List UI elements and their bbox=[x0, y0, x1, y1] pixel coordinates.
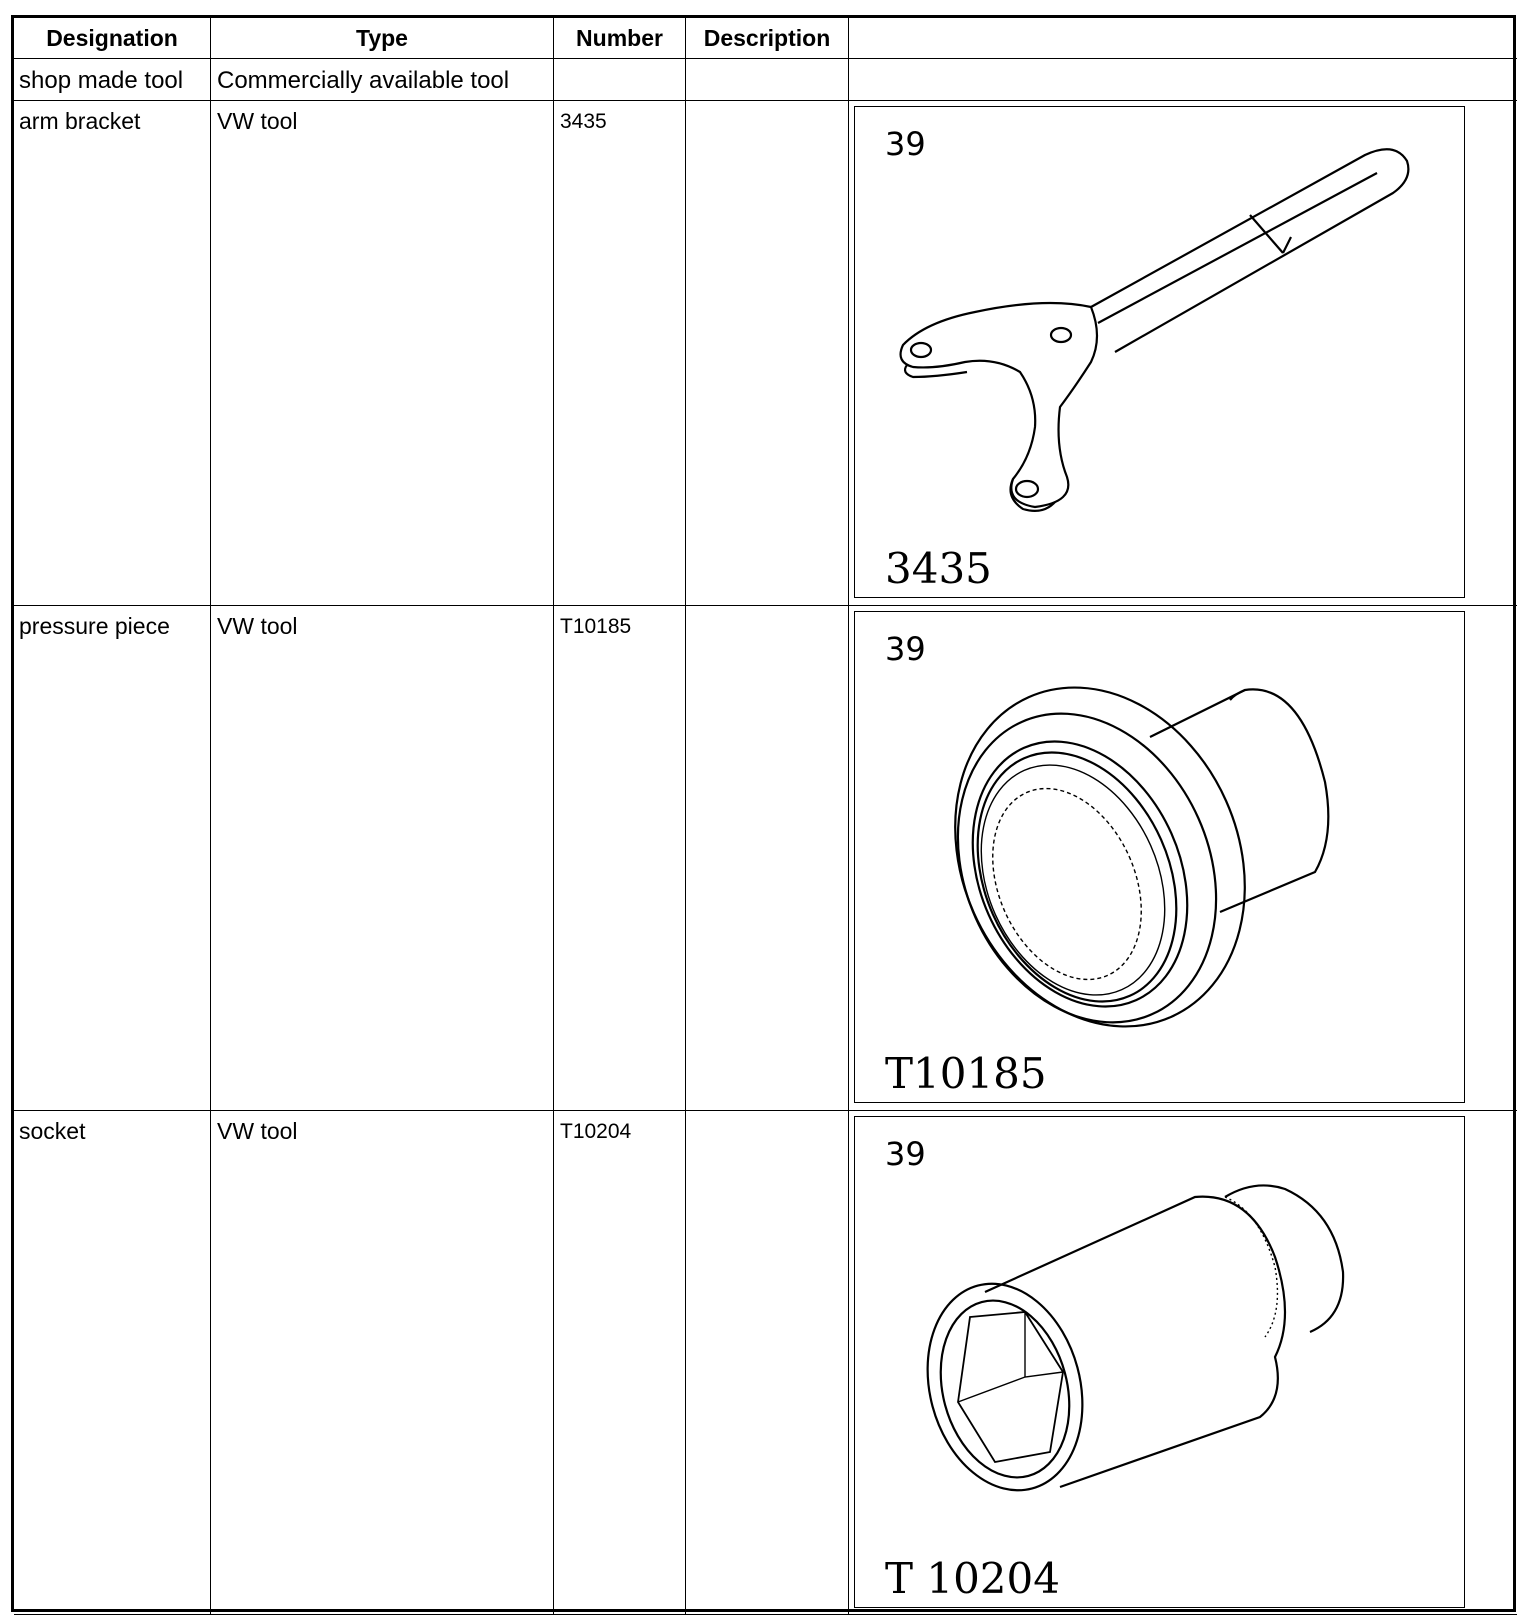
legend-number bbox=[554, 59, 686, 101]
tool-image-cell bbox=[849, 1111, 1518, 1615]
tool-figure bbox=[854, 1116, 1465, 1608]
tool-number: 3435 bbox=[554, 101, 686, 606]
figure-index: 39 bbox=[885, 1135, 926, 1173]
figure-label: 3435 bbox=[885, 544, 992, 593]
tool-number: T10185 bbox=[554, 606, 686, 1111]
tool-type: VW tool bbox=[211, 606, 554, 1111]
table-row bbox=[14, 101, 1517, 606]
tool-type: VW tool bbox=[211, 1111, 554, 1615]
figure-label: T 10204 bbox=[885, 1554, 1060, 1603]
legend-type: Commercially available tool bbox=[211, 59, 554, 101]
tool-designation: arm bracket bbox=[14, 101, 211, 606]
figure-label: T10185 bbox=[885, 1049, 1047, 1098]
hook-wrench-icon bbox=[855, 107, 1466, 599]
tool-type: VW tool bbox=[211, 101, 554, 606]
tool-image-cell bbox=[849, 606, 1518, 1111]
tool-designation: socket bbox=[14, 1111, 211, 1615]
legend-row bbox=[14, 59, 1517, 101]
table-header-row bbox=[14, 18, 1517, 59]
socket-icon bbox=[855, 1117, 1466, 1609]
header-designation: Designation bbox=[14, 18, 211, 59]
legend-image bbox=[849, 59, 1518, 101]
tool-description bbox=[686, 1111, 849, 1615]
pressure-piece-icon bbox=[855, 612, 1466, 1104]
header-number: Number bbox=[554, 18, 686, 59]
figure-index: 39 bbox=[885, 630, 926, 668]
tool-image-cell bbox=[849, 101, 1518, 606]
table-row bbox=[14, 1111, 1517, 1615]
legend-designation: shop made tool bbox=[14, 59, 211, 101]
header-description: Description bbox=[686, 18, 849, 59]
tool-number: T10204 bbox=[554, 1111, 686, 1615]
legend-description bbox=[686, 59, 849, 101]
header-type: Type bbox=[211, 18, 554, 59]
tool-description bbox=[686, 101, 849, 606]
tools-sheet bbox=[11, 15, 1516, 1612]
table-row bbox=[14, 606, 1517, 1111]
header-image bbox=[849, 18, 1518, 59]
tool-figure bbox=[854, 611, 1465, 1103]
special-tools-table bbox=[14, 18, 1517, 1615]
figure-index: 39 bbox=[885, 125, 926, 163]
tool-figure bbox=[854, 106, 1465, 598]
tool-description bbox=[686, 606, 849, 1111]
tool-designation: pressure piece bbox=[14, 606, 211, 1111]
